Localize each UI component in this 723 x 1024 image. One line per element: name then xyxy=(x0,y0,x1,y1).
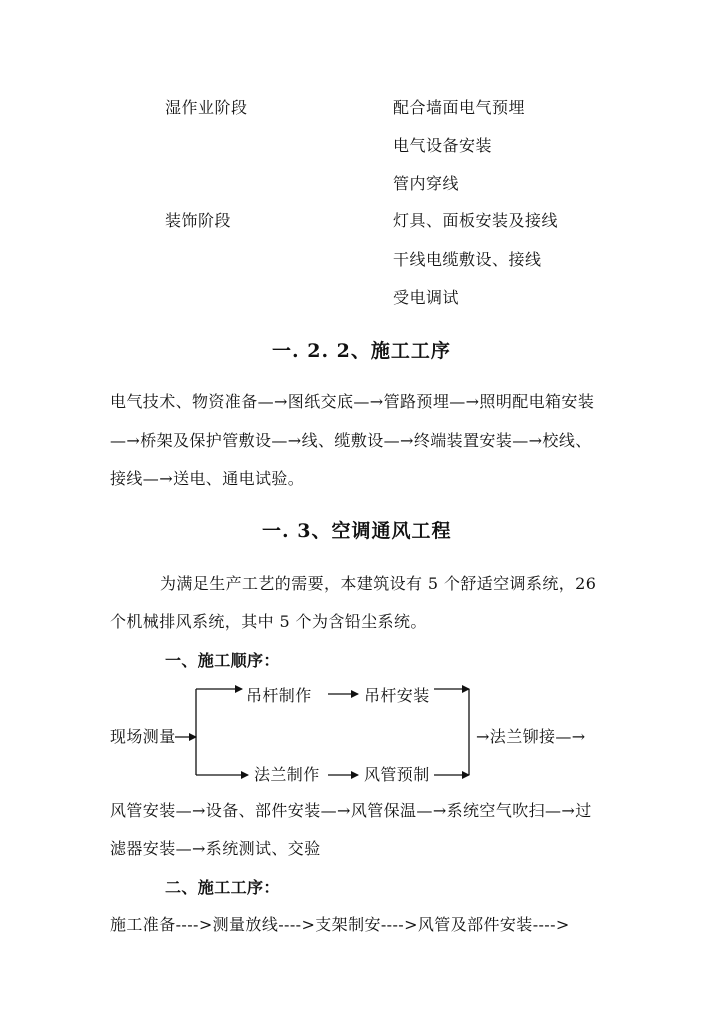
flow-node-top2: 吊杆安装 xyxy=(364,686,430,705)
paragraph-line: 风管安装—→设备、部件安装—→风管保温—→系统空气吹扫—→过 xyxy=(110,801,592,820)
paragraph-line: 滤器安装—→系统测试、交验 xyxy=(110,839,321,858)
subheading-sequence: 一、施工顺序： xyxy=(165,651,280,670)
section-heading-13: 一. 3、空调通风工程 xyxy=(262,520,452,542)
paragraph-line: —→桥架及保护管敷设—→线、缆敷设—→终端装置安装—→校线、 xyxy=(110,431,592,450)
paragraph-line: 施工准备---->测量放线---->支架制安---->风管及部件安装----> xyxy=(110,915,570,934)
paragraph-line: 为满足生产工艺的需要，本建筑设有 5 个舒适空调系统，26 xyxy=(160,574,597,593)
flow-node-end: →法兰铆接—→ xyxy=(476,727,586,746)
paragraph-line: 个机械排风系统，其中 5 个为含铅尘系统。 xyxy=(110,612,427,631)
stage-label-decoration: 装饰阶段 xyxy=(165,211,232,230)
flow-node-top1: 吊杆制作 xyxy=(246,686,312,705)
stage-task: 配合墙面电气预埋 xyxy=(393,98,526,117)
stage-task: 受电调试 xyxy=(393,288,460,307)
stage-task: 管内穿线 xyxy=(393,174,460,193)
subheading-process: 二、施工工序： xyxy=(165,878,280,897)
flow-node-bot1: 法兰制作 xyxy=(254,765,320,784)
paragraph-line: 接线—→送电、通电试验。 xyxy=(110,469,305,488)
section-heading-222: 一. 2. 2、施工工序 xyxy=(272,340,451,362)
stage-task: 干线电缆敷设、接线 xyxy=(393,250,542,269)
paragraph-line: 电气技术、物资准备—→图纸交底—→管路预埋—→照明配电箱安装 xyxy=(110,392,595,411)
stage-task: 电气设备安装 xyxy=(393,136,493,155)
flow-node-start: 现场测量 xyxy=(110,727,176,746)
stage-task: 灯具、面板安装及接线 xyxy=(393,211,559,230)
flow-node-bot2: 风管预制 xyxy=(364,765,430,784)
stage-label-wet: 湿作业阶段 xyxy=(165,98,248,117)
